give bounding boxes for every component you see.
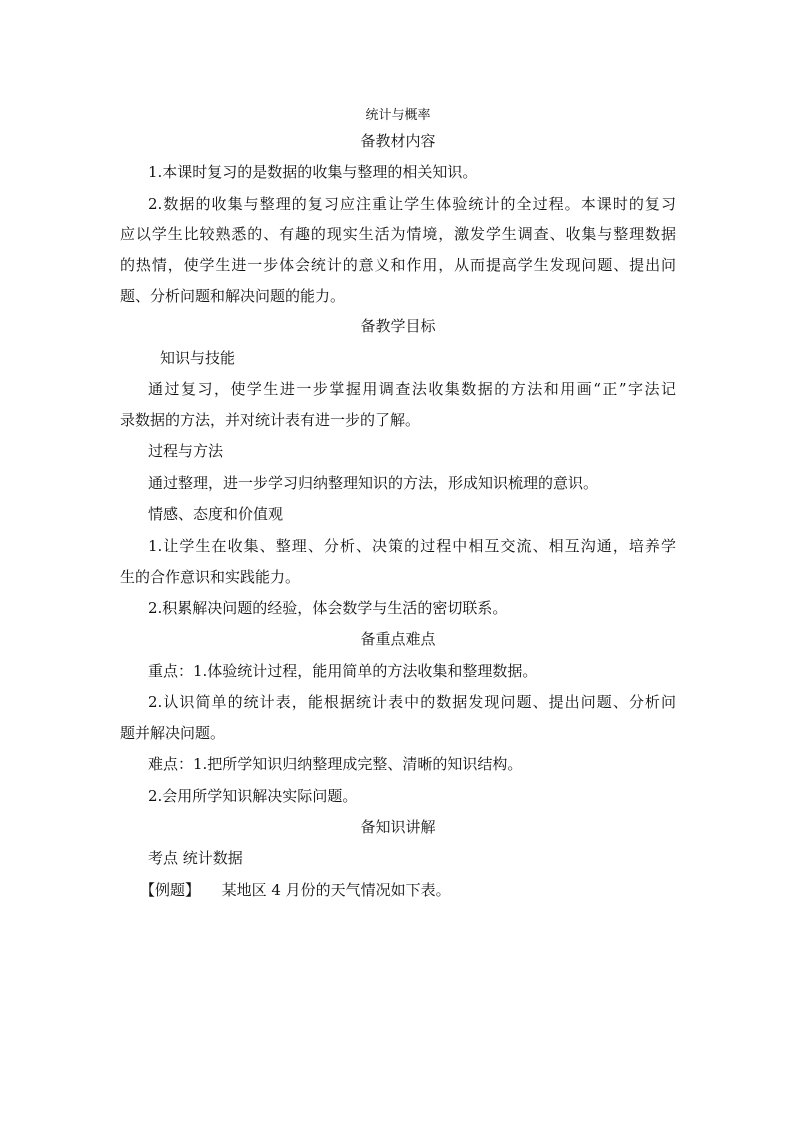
paragraph-line: 通过整理，进一步学习归纳整理知识的方法，形成知识梳理的意识。 xyxy=(148,474,599,492)
paragraph-line: 生的合作意识和实践能力。 xyxy=(120,568,301,586)
paragraph-line: 通过复习，使学生进一步掌握用调查法收集数据的方法和用画“正”字法记 xyxy=(148,380,676,398)
subheading: 知识与技能 xyxy=(160,349,236,367)
paragraph-line: 题、分析问题和解决问题的能力。 xyxy=(120,287,346,305)
section-heading-keypoints: 备重点难点 xyxy=(360,630,436,648)
paragraph-line: 应以学生比较熟悉的、有趣的现实生活为情境，激发学生调查、收集与整理数据 xyxy=(120,225,676,243)
paragraph-line: 重点：1.体验统计过程，能用简单的方法收集和整理数据。 xyxy=(148,662,538,680)
paragraph-line: 2.数据的收集与整理的复习应注重让学生体验统计的全过程。本课时的复习 xyxy=(148,195,676,213)
example-line xyxy=(120,880,676,900)
paragraph-line: 的热情，使学生进一步体会统计的意义和作用，从而提高学生发现问题、提出问 xyxy=(120,256,676,274)
paragraph-line: 2.会用所学知识解决实际问题。 xyxy=(148,787,358,805)
section-heading-goals: 备教学目标 xyxy=(360,317,436,335)
subheading: 情感、态度和价值观 xyxy=(148,505,284,523)
document-title: 统计与概率 xyxy=(365,108,431,123)
example-text: 某地区 4 月份的天气情况如下表。 xyxy=(221,881,451,899)
paragraph: 1.本课时复习的是数据的收集与整理的相关知识。 xyxy=(148,163,478,181)
paragraph-line: 2.认识简单的统计表，能根据统计表中的数据发现问题、提出问题、分析问 xyxy=(148,693,676,711)
subheading: 考点 统计数据 xyxy=(148,849,243,867)
paragraph-line: 难点：1.把所学知识归纳整理成完整、清晰的知识结构。 xyxy=(148,755,523,773)
paragraph-line: 录数据的方法，并对统计表有进一步的了解。 xyxy=(120,411,421,429)
subheading: 过程与方法 xyxy=(148,442,224,460)
paragraph-line: 2.积累解决问题的经验，体会数学与生活的密切联系。 xyxy=(148,599,508,617)
paragraph-line: 1.让学生在收集、整理、分析、决策的过程中相互交流、相互沟通，培养学 xyxy=(148,537,676,555)
paragraph-line: 题并解决问题。 xyxy=(120,724,226,742)
section-heading-knowledge: 备知识讲解 xyxy=(360,818,436,836)
example-tag: 【例题】 xyxy=(140,881,201,899)
section-heading-materials: 备教材内容 xyxy=(360,132,436,150)
